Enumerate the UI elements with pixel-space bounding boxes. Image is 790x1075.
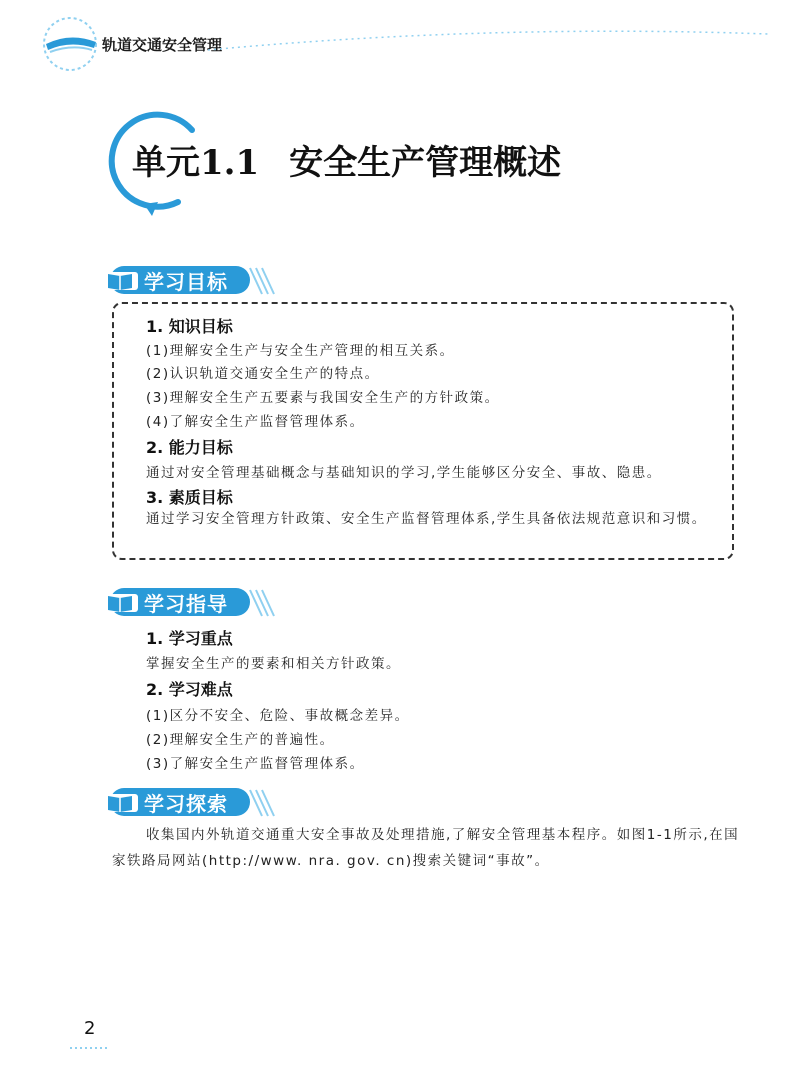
ability-text: 通过对安全管理基础概念与基础知识的学习,学生能够区分安全、事故、隐患。 — [146, 465, 662, 481]
knowledge-item: (1)理解安全生产与安全生产管理的相互关系。 — [146, 343, 455, 359]
ability-heading: 2. 能力目标 — [146, 438, 233, 457]
unit-heading — [132, 135, 561, 184]
knowledge-heading: 1. 知识目标 — [146, 317, 233, 336]
page-number-decoration — [70, 1044, 110, 1052]
key-points-heading: 1. 学习重点 — [146, 629, 233, 648]
difficulty-item: (2)理解安全生产的普遍性。 — [146, 732, 335, 748]
header-dotted-line — [208, 30, 768, 60]
exploration-text: 收集国内外轨道交通重大安全事故及处理措施,了解安全管理基本程序。如图1-1所示,在国家铁路局网站(http://www. nra. gov. cn)搜索关键词“事故”。 — [112, 827, 740, 869]
running-header — [0, 0, 790, 80]
difficulties-heading: 2. 学习难点 — [146, 680, 233, 699]
section-header-objectives — [102, 262, 282, 298]
knowledge-item: (4)了解安全生产监督管理体系。 — [146, 414, 365, 430]
page-number: 2 — [84, 1018, 96, 1039]
section-label: 学习指导 — [144, 592, 228, 616]
knowledge-item: (2)认识轨道交通安全生产的特点。 — [146, 366, 380, 382]
quality-text: 通过学习安全管理方针政策、安全生产监督管理体系,学生具备依法规范意识和习惯。 — [146, 511, 707, 527]
book-title: 轨道交通安全管理 — [102, 36, 223, 54]
unit-title: 安全生产管理概述 — [289, 143, 562, 183]
book-logo-icon — [40, 14, 100, 74]
section-header-guidance — [102, 584, 282, 620]
section-header-exploration — [102, 784, 282, 820]
section-label: 学习探索 — [144, 792, 228, 816]
key-points-text: 掌握安全生产的要素和相关方针政策。 — [146, 656, 401, 672]
quality-heading: 3. 素质目标 — [146, 488, 233, 507]
difficulty-item: (3)了解安全生产监督管理体系。 — [146, 756, 365, 772]
section-label: 学习目标 — [144, 270, 228, 294]
knowledge-item: (3)理解安全生产五要素与我国安全生产的方针政策。 — [146, 390, 500, 406]
unit-number: 单元1.1 — [132, 143, 260, 183]
difficulty-item: (1)区分不安全、危险、事故概念差异。 — [146, 708, 410, 724]
